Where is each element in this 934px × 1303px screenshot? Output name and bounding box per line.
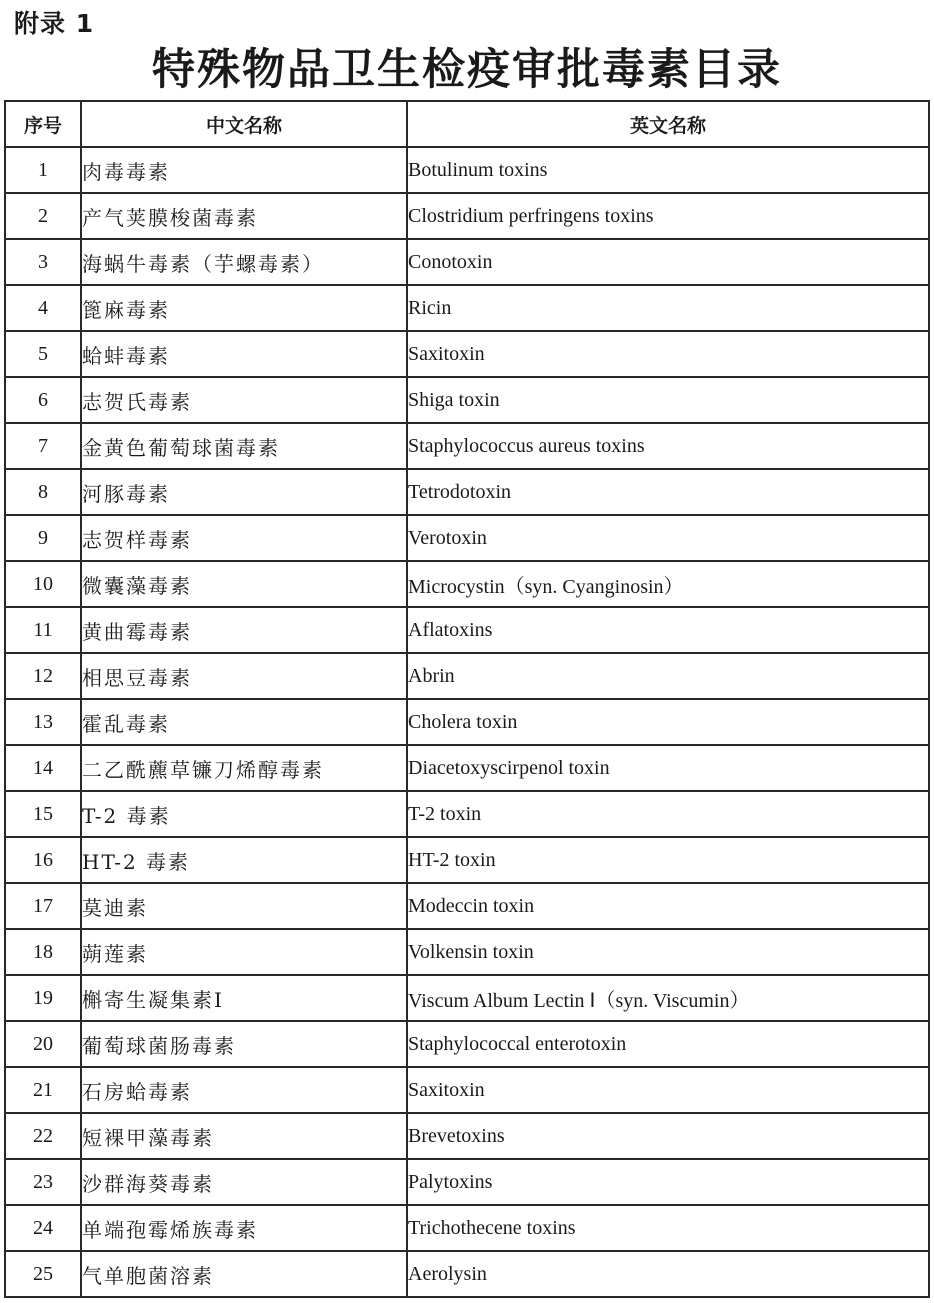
table-row (5, 1251, 929, 1297)
row-index: 20 (5, 1021, 81, 1067)
chinese-name-cell: 石房蛤毒素 (81, 1067, 407, 1113)
row-index: 21 (5, 1067, 81, 1113)
row-index: 23 (5, 1159, 81, 1205)
english-name-cell: Conotoxin (407, 239, 929, 285)
english-name-cell: Viscum Album Lectin Ⅰ（syn. Viscumin） (407, 975, 929, 1021)
chinese-name-cell: 沙群海葵毒素 (81, 1159, 407, 1205)
english-name-cell: Diacetoxyscirpenol toxin (407, 745, 929, 791)
table-row (5, 653, 929, 699)
english-name-cell: Aerolysin (407, 1251, 929, 1297)
table-row (5, 791, 929, 837)
chinese-name-cell: 蒴莲素 (81, 929, 407, 975)
row-index: 12 (5, 653, 81, 699)
row-index: 10 (5, 561, 81, 607)
row-index: 7 (5, 423, 81, 469)
table-row (5, 607, 929, 653)
english-name-cell: Clostridium perfringens toxins (407, 193, 929, 239)
row-index: 1 (5, 147, 81, 193)
chinese-name-cell: T-2 毒素 (81, 791, 407, 837)
column-header-chinese-name: 中文名称 (81, 101, 407, 147)
english-name-cell: Palytoxins (407, 1159, 929, 1205)
row-index: 9 (5, 515, 81, 561)
table-row (5, 975, 929, 1021)
english-name-cell: Ricin (407, 285, 929, 331)
table-row (5, 331, 929, 377)
chinese-name-cell: 志贺样毒素 (81, 515, 407, 561)
english-name-cell: Tetrodotoxin (407, 469, 929, 515)
row-index: 3 (5, 239, 81, 285)
row-index: 19 (5, 975, 81, 1021)
table-row (5, 745, 929, 791)
chinese-name-cell: HT-2 毒素 (81, 837, 407, 883)
table-row (5, 285, 929, 331)
chinese-name-cell: 产气荚膜梭菌毒素 (81, 193, 407, 239)
column-header-index: 序号 (5, 101, 81, 147)
english-name-cell: Shiga toxin (407, 377, 929, 423)
row-index: 18 (5, 929, 81, 975)
english-name-cell: HT-2 toxin (407, 837, 929, 883)
english-name-cell: Microcystin（syn. Cyanginosin） (407, 561, 929, 607)
document-title: 特殊物品卫生检疫审批毒素目录 (152, 45, 782, 95)
english-name-cell: Staphylococcal enterotoxin (407, 1021, 929, 1067)
chinese-name-cell: 蛤蚌毒素 (81, 331, 407, 377)
chinese-name-cell: 槲寄生凝集素Ⅰ (81, 975, 407, 1021)
table-row (5, 1113, 929, 1159)
table-row (5, 239, 929, 285)
table-row (5, 515, 929, 561)
row-index: 24 (5, 1205, 81, 1251)
english-name-cell: Botulinum toxins (407, 147, 929, 193)
table-row (5, 1205, 929, 1251)
table-row (5, 929, 929, 975)
row-index: 22 (5, 1113, 81, 1159)
table-row (5, 193, 929, 239)
row-index: 11 (5, 607, 81, 653)
row-index: 5 (5, 331, 81, 377)
english-name-cell: Trichothecene toxins (407, 1205, 929, 1251)
row-index: 4 (5, 285, 81, 331)
table-row (5, 1067, 929, 1113)
table-row (5, 561, 929, 607)
english-name-cell: Modeccin toxin (407, 883, 929, 929)
chinese-name-cell: 单端孢霉烯族毒素 (81, 1205, 407, 1251)
chinese-name-cell: 莫迪素 (81, 883, 407, 929)
table-row (5, 423, 929, 469)
appendix-label: 附录 1 (14, 9, 95, 38)
row-index: 6 (5, 377, 81, 423)
english-name-cell: T-2 toxin (407, 791, 929, 837)
chinese-name-cell: 河豚毒素 (81, 469, 407, 515)
chinese-name-cell: 葡萄球菌肠毒素 (81, 1021, 407, 1067)
row-index: 25 (5, 1251, 81, 1297)
chinese-name-cell: 短裸甲藻毒素 (81, 1113, 407, 1159)
table-row (5, 147, 929, 193)
chinese-name-cell: 微囊藻毒素 (81, 561, 407, 607)
row-index: 15 (5, 791, 81, 837)
english-name-cell: Brevetoxins (407, 1113, 929, 1159)
english-name-cell: Cholera toxin (407, 699, 929, 745)
chinese-name-cell: 二乙酰藨草镰刀烯醇毒素 (81, 745, 407, 791)
english-name-cell: Staphylococcus aureus toxins (407, 423, 929, 469)
row-index: 8 (5, 469, 81, 515)
toxin-catalog-table (4, 100, 930, 1298)
table-row (5, 699, 929, 745)
english-name-cell: Volkensin toxin (407, 929, 929, 975)
chinese-name-cell: 志贺氏毒素 (81, 377, 407, 423)
table-header-row (5, 101, 929, 147)
table-row (5, 837, 929, 883)
row-index: 14 (5, 745, 81, 791)
chinese-name-cell: 相思豆毒素 (81, 653, 407, 699)
chinese-name-cell: 气单胞菌溶素 (81, 1251, 407, 1297)
chinese-name-cell: 海蜗牛毒素（芋螺毒素） (81, 239, 407, 285)
english-name-cell: Verotoxin (407, 515, 929, 561)
chinese-name-cell: 肉毒毒素 (81, 147, 407, 193)
table-row (5, 883, 929, 929)
table-row (5, 377, 929, 423)
table-row (5, 469, 929, 515)
chinese-name-cell: 霍乱毒素 (81, 699, 407, 745)
english-name-cell: Aflatoxins (407, 607, 929, 653)
chinese-name-cell: 金黄色葡萄球菌毒素 (81, 423, 407, 469)
row-index: 16 (5, 837, 81, 883)
chinese-name-cell: 黄曲霉毒素 (81, 607, 407, 653)
table-row (5, 1159, 929, 1205)
row-index: 2 (5, 193, 81, 239)
english-name-cell: Saxitoxin (407, 1067, 929, 1113)
row-index: 17 (5, 883, 81, 929)
table-row (5, 1021, 929, 1067)
english-name-cell: Saxitoxin (407, 331, 929, 377)
table-body (5, 147, 929, 1297)
chinese-name-cell: 篦麻毒素 (81, 285, 407, 331)
english-name-cell: Abrin (407, 653, 929, 699)
row-index: 13 (5, 699, 81, 745)
column-header-english-name: 英文名称 (407, 101, 929, 147)
